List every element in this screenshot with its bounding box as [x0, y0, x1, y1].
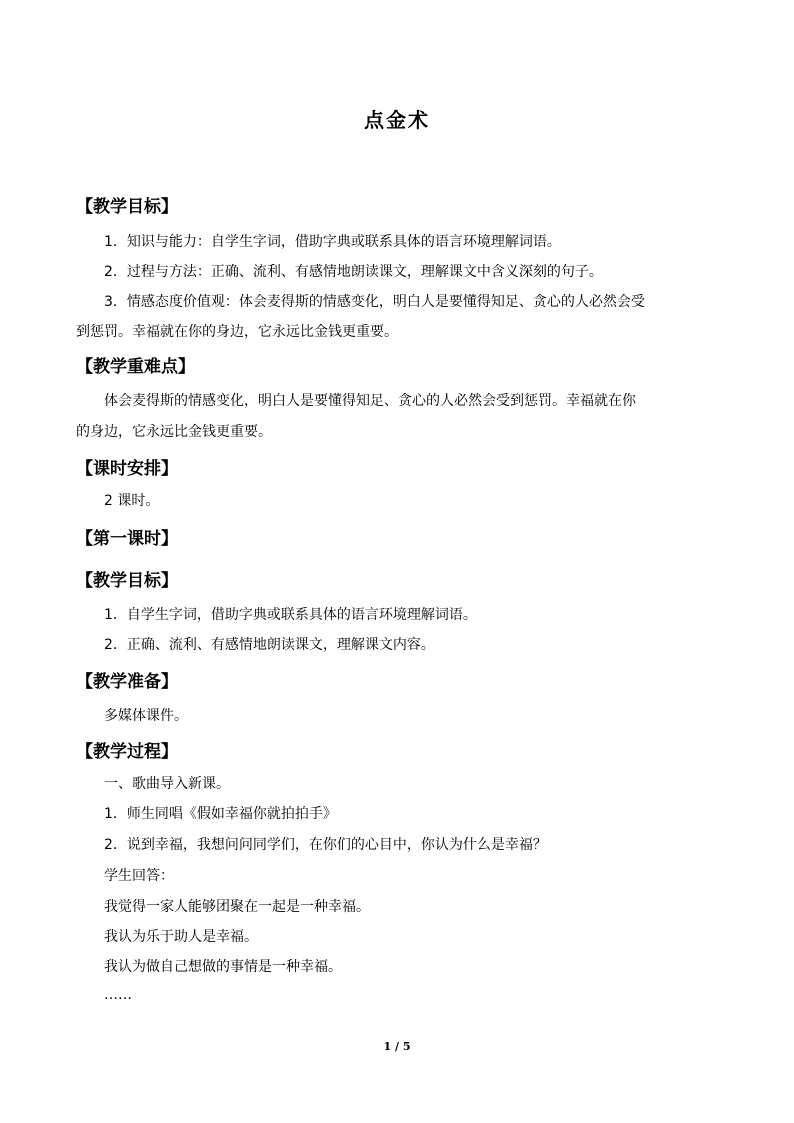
- section-heading-first-lesson: 【第一课时】: [76, 529, 178, 549]
- paragraph-line: ……: [104, 987, 132, 1003]
- paragraph-line: 我认为做自己想做的事情是一种幸福。: [104, 959, 342, 975]
- paragraph-line: 2．正确、流利、有感情地朗读课文，理解课文内容。: [104, 637, 435, 653]
- paragraph-line: 体会麦得斯的情感变化，明白人是要懂得知足、贪心的人必然会受到惩罚。幸福就在你: [104, 393, 636, 409]
- section-heading-objectives-2: 【教学目标】: [76, 571, 178, 591]
- paragraph-line: 1．知识与能力：自学生字词，借助字典或联系具体的语言环境理解词语。: [104, 234, 561, 250]
- paragraph-line: 我认为乐于助人是幸福。: [104, 929, 258, 945]
- page-number: 1 / 5: [383, 1040, 411, 1053]
- paragraph-line: 我觉得一家人能够团聚在一起是一种幸福。: [104, 899, 370, 915]
- section-heading-key-points: 【教学重难点】: [76, 357, 195, 377]
- section-heading-process: 【教学过程】: [76, 742, 178, 762]
- section-heading-preparation: 【教学准备】: [76, 672, 178, 692]
- paragraph-line: 2 课时。: [104, 493, 160, 509]
- paragraph-line: 1．师生同唱《假如幸福你就拍拍手》: [104, 806, 337, 822]
- paragraph-line: 到惩罚。幸福就在你的身边，它永远比金钱更重要。: [76, 324, 398, 340]
- section-heading-schedule: 【课时安排】: [76, 459, 178, 479]
- paragraph-line: 的身边，它永远比金钱更重要。: [76, 424, 272, 440]
- paragraph-line: 学生回答：: [104, 868, 174, 884]
- paragraph-line: 2．过程与方法：正确、流利、有感情地朗读课文，理解课文中含义深刻的句子。: [104, 264, 603, 280]
- paragraph-line: 2．说到幸福，我想问问同学们，在你们的心目中，你认为什么是幸福？: [104, 837, 547, 853]
- paragraph-line: 3．情感态度价值观：体会麦得斯的情感变化，明白人是要懂得知足、贪心的人必然会受: [104, 294, 645, 310]
- paragraph-line: 多媒体课件。: [104, 708, 188, 724]
- paragraph-line: 一、歌曲导入新课。: [104, 776, 230, 792]
- section-heading-objectives: 【教学目标】: [76, 197, 178, 217]
- page-title: 点金术: [364, 108, 430, 132]
- paragraph-line: 1．自学生字词，借助字典或联系具体的语言环境理解词语。: [104, 607, 477, 623]
